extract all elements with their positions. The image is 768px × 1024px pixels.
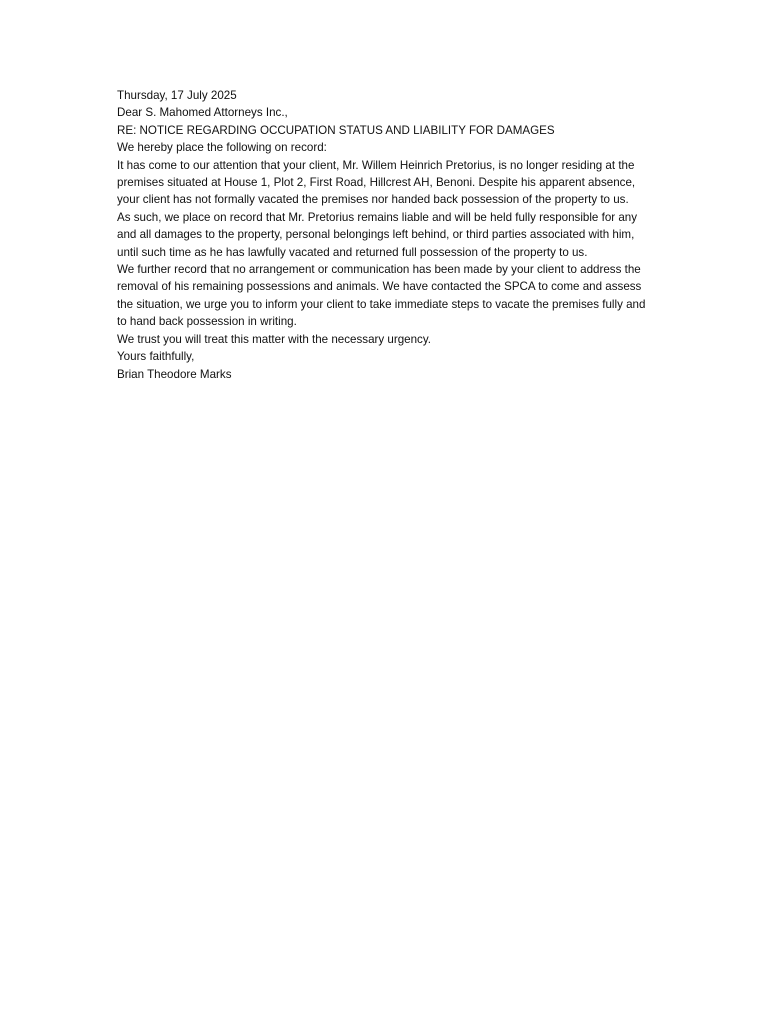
- signature-name: Brian Theodore Marks: [117, 367, 232, 381]
- intro-paragraph: We hereby place the following on record:: [117, 141, 327, 155]
- closing: Yours faithfully,: [117, 350, 195, 364]
- letter-date: Thursday, 17 July 2025: [117, 89, 237, 102]
- salutation: Dear S. Mahomed Attorneys Inc.,: [117, 106, 288, 120]
- subject-line: RE: NOTICE REGARDING OCCUPATION STATUS AND LIABILITY FOR DAMAGES: [117, 123, 555, 137]
- paragraph-attention: It has come to our attention that your client, Mr. Willem Heinrich Pretorius, is no longer residing at the premises situated at House 1, Plot 2, First Road, Hillcrest AH, Benoni. Despite his apparent absence, your client has not formally vacated the premises nor handed back possession of the property to us.: [117, 158, 636, 207]
- letter-body: [117, 87, 657, 383]
- paragraph-liability: As such, we place on record that Mr. Pretorius remains liable and will be held fully responsible for any and all damages to the property, personal belongings left behind, or third parties associated with him, until such time as he has lawfully vacated and returned full possession of the property to us.: [117, 210, 638, 259]
- paragraph-urgency: We trust you will treat this matter with the necessary urgency.: [117, 332, 432, 346]
- paragraph-possessions: We further record that no arrangement or communication has been made by your client to address the removal of his remaining possessions and animals. We have contacted the SPCA to come and assess the situation, we urge you to inform your client to take immediate steps to vacate the premises fully and to hand back possession in writing.: [117, 263, 646, 329]
